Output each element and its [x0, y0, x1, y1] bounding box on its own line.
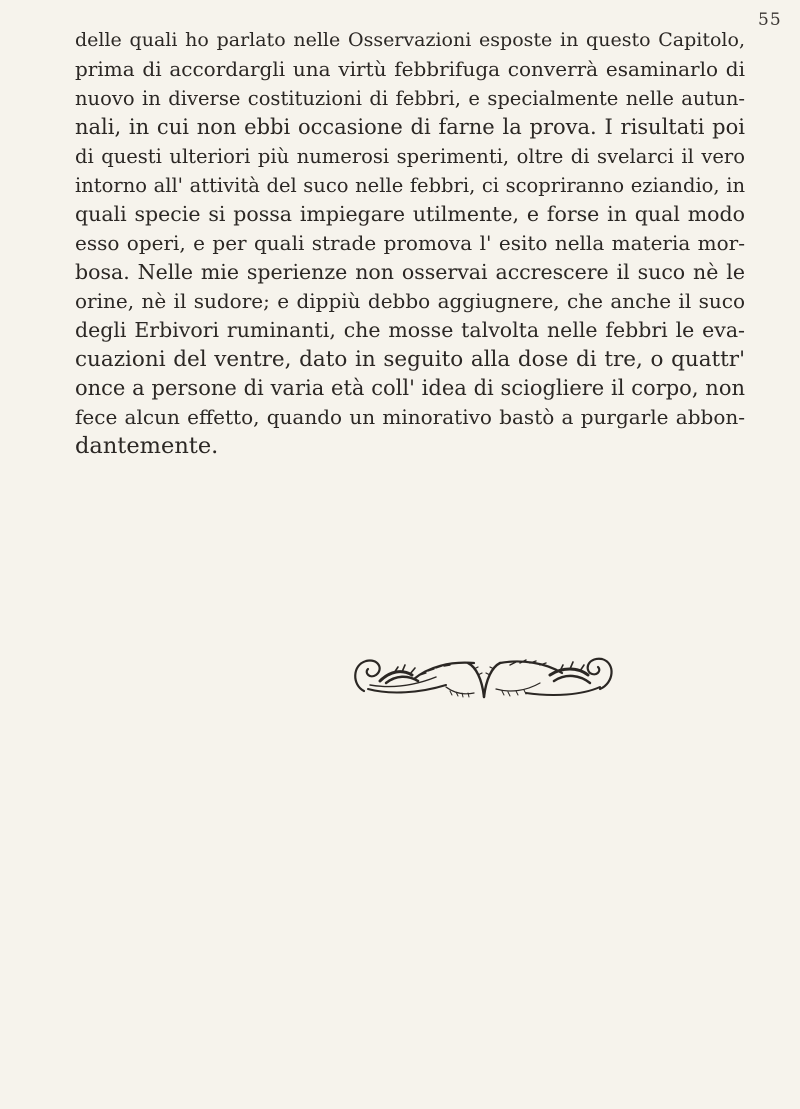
text-line: degli Erbivori ruminanti, che mosse talvolta nelle febbri le eva-: [75, 318, 745, 342]
text-line: di questi ulteriori più numerosi sperimenti, oltre di svelarci il vero: [75, 145, 745, 168]
text-line: bosa. Nelle mie sperienze non osservai accrescere il suco nè le: [75, 260, 745, 284]
text-line: prima di accordargli una virtù febbrifuga converrà esaminarlo di: [75, 57, 745, 81]
text-line: quali specie si possa impiegare utilmente, e forse in qual modo: [75, 202, 745, 226]
text-line: once a persone di varia età coll' idea di sciogliere il corpo, non: [75, 376, 745, 400]
text-line: intorno all' attività del suco nelle febbri, ci scopriranno eziandio, in: [75, 174, 745, 197]
text-line-last: dantemente.: [75, 433, 219, 459]
text-line: nali, in cui non ebbi occasione di farne la prova. I risultati poi: [75, 115, 745, 139]
body-text: [75, 26, 745, 461]
page-number: 55: [758, 10, 782, 30]
text-line: esso operi, e per quali strade promova l' esito nella materia mor-: [75, 231, 745, 255]
text-line: nuovo in diverse costituzioni di febbri, e specialmente nelle autun-: [75, 87, 745, 110]
text-line: cuazioni del ventre, dato in seguito alla dose di tre, o quattr': [75, 347, 745, 372]
text-line: fece alcun effetto, quando un minorativo bastò a purgarle abbon-: [75, 405, 745, 429]
tailpiece-ornament-icon: [350, 645, 618, 705]
text-line: delle quali ho parlato nelle Osservazioni esposte in questo Capitolo,: [75, 29, 745, 51]
text-line: orine, nè il sudore; e dippiù debbo aggiugnere, che anche il suco: [75, 289, 745, 313]
